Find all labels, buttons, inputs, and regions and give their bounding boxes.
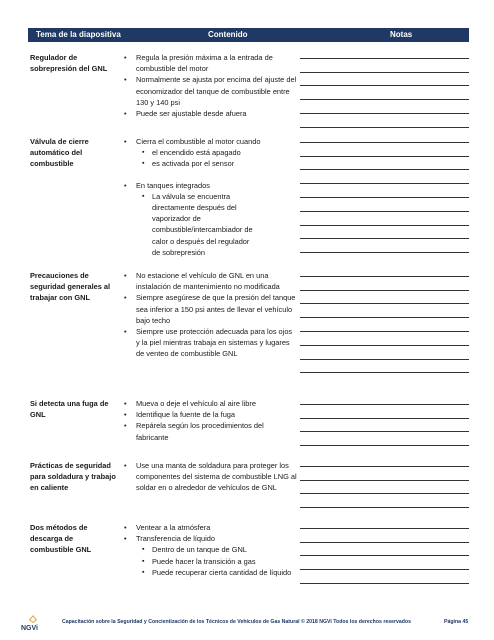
sub-bullet: ▪ es activada por el sensor	[136, 158, 297, 169]
bullet: • Ventear a la atmósfera	[122, 522, 297, 533]
bullet: • Normalmente se ajusta por encima del ajuste del economizador del tanque de combustible entre 130 y 140 psi	[122, 74, 297, 108]
section-content	[122, 522, 297, 578]
notes-lines	[300, 453, 469, 508]
header-notes: Notas	[390, 30, 413, 39]
bullet: • Repárela según los procedimientos del fabricante	[122, 420, 297, 442]
notes-lines	[300, 391, 469, 446]
bullet	[122, 136, 297, 170]
bullet: • Identifique la fuente de la fuga	[122, 409, 297, 420]
bullet: • Siempre use protección adecuada para los ojos y la piel mientras trabaja en sistemas y lugares de venteo de combustible GNL	[122, 326, 297, 360]
bullet-text: En tanques integrados	[136, 180, 210, 190]
section-content	[122, 270, 297, 360]
notes-lines	[300, 45, 469, 128]
section-title: Dos métodos de descarga de combustible GNL	[30, 523, 92, 554]
bullet: • Use una manta de soldadura para proteger los componentes del sistema de combustible LNG al soldar en o alrededor de vehículos de GNL	[122, 460, 297, 494]
bullet	[122, 180, 297, 258]
section-title: Precauciones de seguridad generales al trabajar con GNL	[30, 271, 111, 302]
section-title: Prácticas de seguridad para soldadura y trabajo en caliente	[30, 461, 116, 492]
bullet: • Regula la presión máxima a la entrada de combustible del motor	[122, 52, 297, 74]
section-title: Válvula de cierre automático del combustible	[30, 137, 89, 168]
bullet-text: Transferencia de líquido	[136, 534, 216, 544]
page-number: Página 45	[444, 619, 469, 625]
section-content	[122, 460, 297, 494]
logo-text: NGVi	[21, 625, 38, 632]
header-content: Contenido	[208, 30, 248, 39]
section-title: Regulador de sobrepresión del GNL	[30, 53, 108, 73]
notes-lines	[300, 515, 469, 584]
notes-lines	[300, 129, 469, 253]
footer-text: Capacitación sobre la Seguridad y Concientización de los Técnicos de Vehículos de Gas Natural © 2018 NGVi Todos los derechos reservados	[62, 619, 411, 625]
page-footer	[0, 614, 494, 632]
header-topic: Tema de la diapositiva	[36, 30, 121, 39]
bullet-text: Cierra el combustible al motor cuando	[136, 137, 261, 146]
bullet: • Puede ser ajustable desde afuera	[122, 108, 297, 119]
sub-bullet: ▪ el encendido está apagado	[136, 147, 297, 158]
section-title: Si detecta una fuga de GNL	[30, 399, 109, 419]
table-header	[28, 28, 469, 42]
sub-bullet: ▪ Dentro de un tanque de GNL	[136, 544, 297, 555]
bullet: • Mueva o deje el vehículo al aire libre	[122, 398, 297, 409]
section-content	[122, 398, 297, 443]
bullet: • No estacione el vehículo de GNL en una instalación de mantenimiento no modificada	[122, 270, 297, 292]
sub-bullet: ▪ La válvula se encuentra directamente después del vaporizador de combustible/intercambiador de calor o después del regulador de sobrepresión	[136, 191, 297, 258]
sub-bullet: ▪ Puede hacer la transición a gas	[136, 556, 297, 567]
bullet	[122, 533, 297, 578]
section-content	[122, 136, 297, 258]
section-content	[122, 52, 297, 119]
sub-bullet: ▪ Puede recuperar cierta cantidad de líquido	[136, 567, 297, 578]
bullet: • Siempre asegúrese de que la presión del tanque sea inferior a 150 psi antes de llevar el vehículo bajo techo	[122, 292, 297, 326]
ngvi-logo	[18, 614, 46, 632]
notes-lines	[300, 263, 469, 373]
